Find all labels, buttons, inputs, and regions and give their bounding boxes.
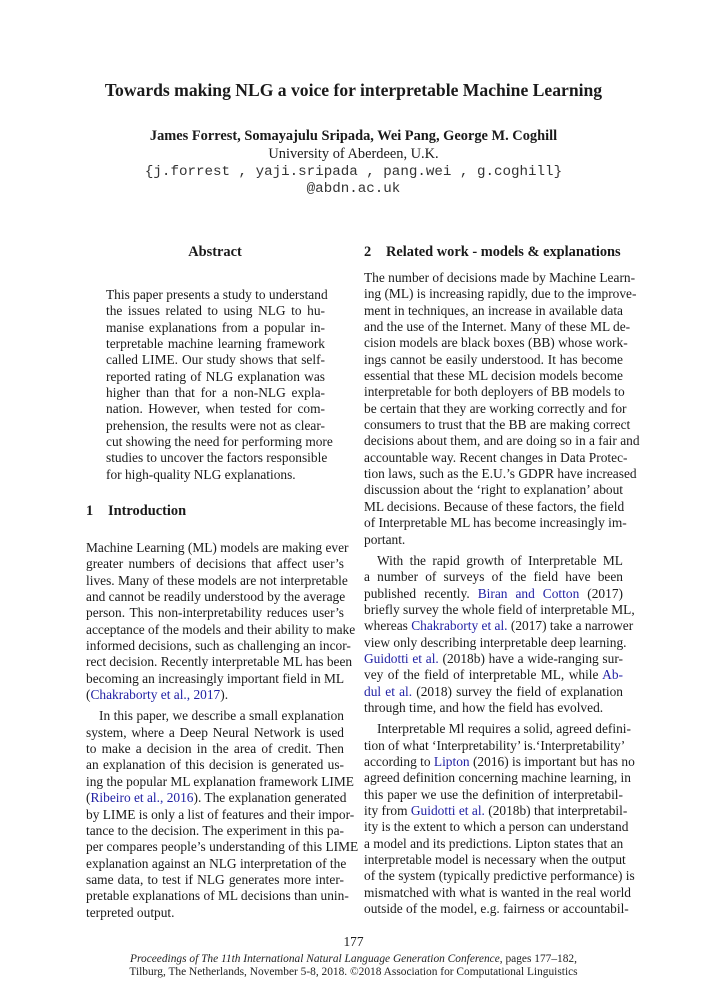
citation-link[interactable]: Chakraborty et al., 2017 (90, 687, 221, 703)
paper-title: Towards making NLG a voice for interpretable Machine Learning (104, 80, 603, 100)
text-line: of Interpretable ML has become increasingly im- (364, 515, 627, 531)
paragraph (86, 708, 354, 790)
text-line: ing (ML) is increasing rapidly, due to the improve- (364, 286, 637, 302)
text-line: according to Lipton (2016) is important but has no (364, 753, 635, 769)
text-line: tance to the decision. The experiment in this pa- (86, 822, 344, 838)
author-emails: {j.forrest , yaji.sripada , pang.wei , g.coghill} (144, 164, 563, 180)
text-line: becoming an increasingly important field in ML (86, 670, 345, 686)
text-line: through time, and how the field has evolved. (364, 699, 604, 715)
text-line: pretable explanations of ML decisions than unin- (86, 888, 349, 904)
proceedings-pages: , pages 177–182, (499, 953, 577, 965)
text-line: whereas Chakraborty et al. (2017) take a narrower (364, 618, 634, 634)
text-line: The number of decisions made by Machine Learn- (364, 270, 636, 285)
text-line: discussion about the ‘right to explanation’ about (364, 482, 623, 498)
text-line: to make a decision in the area of credit. Then (86, 741, 344, 757)
text-line: an explanation of this decision is generated us- (86, 757, 344, 773)
text-line: Guidotti et al. (2018b) have a wide-ranging sur- (364, 650, 623, 666)
citation-link[interactable]: Chakraborty et al. (411, 618, 508, 634)
section-number: 1 (86, 503, 94, 519)
text-line: of the system (typically predictive performance) is (364, 868, 635, 884)
proceedings-footer (0, 953, 707, 979)
text-line: lives. Many of these models are not interpretable (86, 572, 348, 588)
text-line: briefly survey the whole field of interpretable ML, (364, 601, 635, 617)
paragraph (86, 540, 356, 687)
citation-link[interactable]: Guidotti et al. (410, 803, 485, 818)
text-line: ity from Guidotti et al. (2018b) that interpretabil- (364, 803, 628, 818)
text-line: prehension, the results were not as clear- (106, 417, 325, 433)
text-line: essential that these ML decision models become (364, 368, 623, 384)
text-line: decisions about them, and are doing so in a fair and (364, 433, 640, 449)
citation-link[interactable]: Biran and Cotton (477, 585, 580, 601)
text-line: explanation against an NLG interpretation of the (86, 855, 347, 871)
paragraph (364, 270, 640, 548)
text-line: With the rapid growth of Interpretable ML (377, 552, 623, 568)
text-line: ings cannot be easily understood. It has become (364, 351, 623, 367)
related-work-body (364, 270, 640, 917)
introduction-body (86, 540, 359, 921)
text-line: same data, to test if NLG generates more inter- (86, 871, 344, 887)
text-line: ity is the extent to which a person can understand (364, 819, 629, 835)
section-title: Related work - models & explanations (386, 244, 621, 260)
paragraph (364, 721, 635, 917)
text-line: Machine Learning (ML) models are making ever (86, 540, 349, 555)
paragraph-continued (86, 806, 359, 921)
text-line: be certain that they are working correctly and for (364, 400, 627, 416)
text-line: rect decision. Recently interpretable ML has been (86, 654, 353, 670)
text-line: the issues related to using NLG to hu- (106, 303, 325, 319)
citation-link[interactable]: Lipton (433, 753, 470, 769)
section-title: Introduction (108, 503, 187, 519)
text-line: ing the popular ML explanation framework LIME (86, 773, 354, 789)
page-number: 177 (343, 934, 364, 949)
text-line: (Chakraborty et al., 2017). (86, 687, 229, 703)
text-line: a number of surveys of the field have been (364, 569, 623, 585)
proceedings-title: Proceedings of The 11th International Natural Language Generation Conference (130, 953, 500, 965)
text-line: a model and its predictions. Lipton states that an (364, 835, 624, 851)
text-line: and cannot be readily understood by the average (86, 589, 346, 605)
text-line: tion laws, such as the E.U.’s GDPR have increased (364, 466, 637, 482)
text-line: cut showing the need for performing more (106, 434, 333, 450)
text-line: mismatched with what is wanted in the real world (364, 884, 632, 900)
text-line: interpretable model is necessary when the output (364, 852, 626, 868)
text-line: view only describing interpretable deep learning. (364, 634, 627, 650)
text-line: and the use of the Internet. Many of these ML de- (364, 319, 631, 335)
affiliation: University of Aberdeen, U.K. (268, 146, 439, 162)
text-line: higher than that for a non-NLG expla- (106, 385, 325, 401)
text-line: published recently. Biran and Cotton (2017) (364, 585, 623, 601)
text-line: system, where a Deep Neural Network is used (86, 724, 344, 740)
citation-link[interactable]: Ribeiro et al., 2016 (90, 790, 194, 806)
text-line: terpreted output. (86, 904, 175, 920)
text-line: person. This non-interpretability reduces user’s (86, 605, 344, 621)
text-line: cision models are black boxes (BB) whose work- (364, 335, 628, 351)
text-line: by LIME is only a list of features and their impor- (86, 806, 355, 822)
text-line: agreed definition concerning machine learning, in (364, 770, 631, 786)
text-line: portant. (364, 531, 406, 547)
text-line: interpretable for both deployers of BB models to (364, 384, 625, 400)
text-line: accountable way. Recent changes in Data Protec- (364, 449, 628, 465)
text-line: This paper presents a study to understand (106, 287, 328, 302)
abstract-body (106, 287, 333, 483)
citation-link[interactable]: dul et al. (364, 683, 413, 699)
text-line: studies to uncover the factors responsible (106, 450, 328, 466)
citation-link[interactable]: Guidotti et al. (364, 650, 439, 666)
text-line: acceptance of the models and their ability to make (86, 621, 356, 637)
text-line: for high-quality NLG explanations. (106, 466, 296, 482)
text-line: ment in techniques, an increase in available data (364, 302, 623, 318)
text-line: (Ribeiro et al., 2016). The explanation generated (86, 790, 347, 806)
text-line: ML decisions. Because of these factors, the field (364, 498, 625, 514)
email-domain: @abdn.ac.uk (306, 181, 401, 197)
text-line: consumers to trust that the BB are making correct (364, 417, 631, 433)
section-heading-related-work (364, 244, 621, 261)
author-list: James Forrest, Somayajulu Sripada, Wei Pang, George M. Coghill (149, 128, 558, 144)
abstract-heading: Abstract (188, 244, 242, 260)
text-line: vey of the field of interpretable ML, while Ab- (364, 667, 623, 683)
text-line: outside of the model, e.g. fairness or accountabil- (364, 901, 629, 917)
text-line: Interpretable Ml requires a solid, agreed defini- (377, 721, 631, 737)
text-line: informed decisions, such as challenging an incor- (86, 638, 351, 654)
text-line: greater numbers of decisions that affect user’s (86, 556, 344, 572)
text-line: nation. However, when tested for com- (106, 401, 325, 417)
citation-link[interactable]: Ab- (602, 667, 623, 683)
text-line: this paper we use the definition of interpretabil- (364, 786, 623, 802)
text-line: reported rating of NLG explanation was (106, 368, 325, 384)
paragraph (364, 552, 635, 716)
text-line: In this paper, we describe a small explanation (99, 708, 344, 724)
text-line: dul et al. (2018) survey the field of explanation (364, 683, 623, 699)
text-line: terpretable machine learning framework (106, 336, 325, 352)
text-line: tion of what ‘Interpretability’ is.‘Interpretability’ (364, 737, 626, 753)
text-line: called LIME. Our study shows that self- (106, 352, 325, 368)
section-number: 2 (364, 244, 372, 260)
proceedings-location: Tilburg, The Netherlands, November 5-8, 2018. ©2018 Association for Computational Linguistics (129, 966, 578, 978)
text-line: per compares people’s understanding of this LIME (86, 839, 359, 855)
section-heading-introduction (86, 503, 186, 520)
text-line: manise explanations from a popular in- (106, 319, 325, 335)
